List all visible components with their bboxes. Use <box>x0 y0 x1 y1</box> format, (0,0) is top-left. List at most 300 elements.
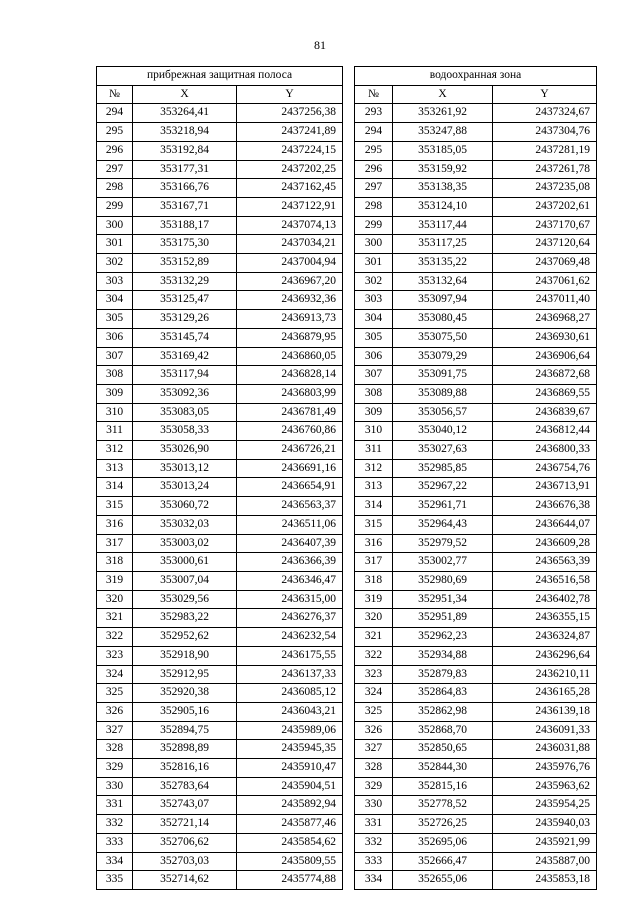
right-x-coordinate: 352868,70 <box>393 721 493 740</box>
right-x-coordinate: 352980,69 <box>393 571 493 590</box>
right-point-number: 317 <box>355 553 393 572</box>
right-x-coordinate: 353247,88 <box>393 123 493 142</box>
right-x-coordinate: 352778,52 <box>393 796 493 815</box>
left-y-coordinate: 2437224,15 <box>237 141 343 160</box>
right-x-coordinate: 353185,05 <box>393 141 493 160</box>
left-x-coordinate: 353125,47 <box>133 291 237 310</box>
right-x-coordinate: 352655,06 <box>393 871 493 890</box>
right-y-coordinate: 2437069,48 <box>493 254 597 273</box>
left-point-number: 308 <box>97 366 133 385</box>
left-point-number: 330 <box>97 777 133 796</box>
column-gap <box>343 833 355 852</box>
column-gap <box>343 721 355 740</box>
table-row <box>97 403 597 422</box>
left-x-coordinate: 353177,31 <box>133 160 237 179</box>
right-y-coordinate: 2436839,67 <box>493 403 597 422</box>
table-row <box>97 852 597 871</box>
left-point-number: 323 <box>97 646 133 665</box>
right-y-coordinate: 2437170,67 <box>493 216 597 235</box>
right-y-coordinate: 2436676,38 <box>493 497 597 516</box>
right-point-number: 310 <box>355 422 393 441</box>
left-y-coordinate: 2437256,38 <box>237 104 343 123</box>
right-point-number: 295 <box>355 141 393 160</box>
table-row <box>97 815 597 834</box>
right-y-coordinate: 2437120,64 <box>493 235 597 254</box>
left-y-coordinate: 2435774,88 <box>237 871 343 890</box>
right-x-coordinate: 352951,89 <box>393 609 493 628</box>
right-point-number: 332 <box>355 833 393 852</box>
right-y-coordinate: 2436091,33 <box>493 721 597 740</box>
left-x-coordinate: 353152,89 <box>133 254 237 273</box>
group-header-row <box>97 67 597 86</box>
left-x-coordinate: 353058,33 <box>133 422 237 441</box>
left-y-coordinate: 2437004,94 <box>237 254 343 273</box>
left-x-coordinate: 353169,42 <box>133 347 237 366</box>
left-y-coordinate: 2436085,12 <box>237 684 343 703</box>
right-point-number: 328 <box>355 759 393 778</box>
left-x-coordinate: 352983,22 <box>133 609 237 628</box>
right-y-coordinate: 2436906,64 <box>493 347 597 366</box>
right-x-header: X <box>393 85 493 104</box>
right-point-number: 321 <box>355 628 393 647</box>
column-gap <box>343 291 355 310</box>
left-point-number: 313 <box>97 459 133 478</box>
column-gap <box>343 777 355 796</box>
right-y-coordinate: 2436355,15 <box>493 609 597 628</box>
column-gap <box>343 665 355 684</box>
left-x-coordinate: 352918,90 <box>133 646 237 665</box>
left-point-number: 303 <box>97 272 133 291</box>
left-x-coordinate: 352816,16 <box>133 759 237 778</box>
right-point-number: 309 <box>355 403 393 422</box>
right-x-coordinate: 352666,47 <box>393 852 493 871</box>
left-point-number: 320 <box>97 590 133 609</box>
left-y-coordinate: 2437034,21 <box>237 235 343 254</box>
left-point-number: 298 <box>97 179 133 198</box>
table-row <box>97 104 597 123</box>
table-row <box>97 366 597 385</box>
right-point-number: 297 <box>355 179 393 198</box>
left-point-number: 334 <box>97 852 133 871</box>
right-y-coordinate: 2437011,40 <box>493 291 597 310</box>
right-x-coordinate: 353075,50 <box>393 328 493 347</box>
table-row <box>97 796 597 815</box>
right-x-coordinate: 352967,22 <box>393 478 493 497</box>
left-point-number: 299 <box>97 197 133 216</box>
left-x-coordinate: 352920,38 <box>133 684 237 703</box>
right-x-coordinate: 352864,83 <box>393 684 493 703</box>
left-y-coordinate: 2436781,49 <box>237 403 343 422</box>
table-row <box>97 141 597 160</box>
left-x-coordinate: 353117,94 <box>133 366 237 385</box>
right-y-coordinate: 2436754,76 <box>493 459 597 478</box>
left-point-number: 335 <box>97 871 133 890</box>
left-point-number: 307 <box>97 347 133 366</box>
column-gap <box>343 459 355 478</box>
right-x-coordinate: 353124,10 <box>393 197 493 216</box>
left-x-coordinate: 352952,62 <box>133 628 237 647</box>
column-gap <box>343 852 355 871</box>
column-gap <box>343 646 355 665</box>
left-point-number: 300 <box>97 216 133 235</box>
left-x-coordinate: 352714,62 <box>133 871 237 890</box>
right-y-coordinate: 2436800,33 <box>493 441 597 460</box>
left-point-number: 312 <box>97 441 133 460</box>
right-y-coordinate: 2435853,18 <box>493 871 597 890</box>
right-y-coordinate: 2436869,55 <box>493 384 597 403</box>
right-point-number: 308 <box>355 384 393 403</box>
column-gap <box>343 553 355 572</box>
right-x-coordinate: 352726,25 <box>393 815 493 834</box>
left-y-coordinate: 2436137,33 <box>237 665 343 684</box>
right-point-number: 294 <box>355 123 393 142</box>
right-x-coordinate: 352934,88 <box>393 646 493 665</box>
left-point-number: 319 <box>97 571 133 590</box>
left-point-number: 329 <box>97 759 133 778</box>
right-y-coordinate: 2436563,39 <box>493 553 597 572</box>
left-x-coordinate: 353167,71 <box>133 197 237 216</box>
right-point-number: 323 <box>355 665 393 684</box>
column-gap <box>343 515 355 534</box>
left-y-coordinate: 2437241,89 <box>237 123 343 142</box>
right-y-coordinate: 2437261,78 <box>493 160 597 179</box>
column-gap <box>343 684 355 703</box>
right-point-number: 331 <box>355 815 393 834</box>
coordinates-table <box>96 66 597 890</box>
table-row <box>97 515 597 534</box>
column-gap <box>343 67 355 86</box>
left-y-coordinate: 2436691,16 <box>237 459 343 478</box>
right-x-coordinate: 353117,44 <box>393 216 493 235</box>
right-point-number: 303 <box>355 291 393 310</box>
left-x-coordinate: 353166,76 <box>133 179 237 198</box>
column-gap <box>343 609 355 628</box>
right-y-coordinate: 2436930,61 <box>493 328 597 347</box>
right-point-number: 320 <box>355 609 393 628</box>
column-gap <box>343 759 355 778</box>
right-y-coordinate: 2435887,00 <box>493 852 597 871</box>
left-x-coordinate: 352703,03 <box>133 852 237 871</box>
left-point-number: 296 <box>97 141 133 160</box>
right-y-coordinate: 2436872,68 <box>493 366 597 385</box>
right-x-coordinate: 352961,71 <box>393 497 493 516</box>
left-x-coordinate: 352898,89 <box>133 740 237 759</box>
left-y-coordinate: 2436879,95 <box>237 328 343 347</box>
column-gap <box>343 403 355 422</box>
table-row <box>97 310 597 329</box>
right-point-number: 325 <box>355 702 393 721</box>
right-x-coordinate: 352850,65 <box>393 740 493 759</box>
left-y-coordinate: 2435910,47 <box>237 759 343 778</box>
column-gap <box>343 235 355 254</box>
left-y-coordinate: 2436366,39 <box>237 553 343 572</box>
right-x-coordinate: 353079,29 <box>393 347 493 366</box>
left-y-coordinate: 2436967,20 <box>237 272 343 291</box>
column-gap <box>343 384 355 403</box>
table-row <box>97 179 597 198</box>
left-y-coordinate: 2436407,39 <box>237 534 343 553</box>
right-y-coordinate: 2436402,78 <box>493 590 597 609</box>
right-y-coordinate: 2436609,28 <box>493 534 597 553</box>
left-x-coordinate: 352912,95 <box>133 665 237 684</box>
table-body <box>97 104 597 890</box>
table-row <box>97 833 597 852</box>
left-y-coordinate: 2436726,21 <box>237 441 343 460</box>
right-point-number: 313 <box>355 478 393 497</box>
left-point-number: 333 <box>97 833 133 852</box>
left-x-coordinate: 353192,84 <box>133 141 237 160</box>
right-point-number: 329 <box>355 777 393 796</box>
left-y-coordinate: 2436860,05 <box>237 347 343 366</box>
right-y-coordinate: 2436296,64 <box>493 646 597 665</box>
right-x-coordinate: 352844,30 <box>393 759 493 778</box>
left-y-coordinate: 2436232,54 <box>237 628 343 647</box>
right-point-number: 330 <box>355 796 393 815</box>
right-point-number: 322 <box>355 646 393 665</box>
right-point-number: 326 <box>355 721 393 740</box>
left-y-coordinate: 2436803,99 <box>237 384 343 403</box>
left-point-number: 324 <box>97 665 133 684</box>
right-y-coordinate: 2437324,67 <box>493 104 597 123</box>
table-row <box>97 590 597 609</box>
table-row <box>97 254 597 273</box>
table-row <box>97 665 597 684</box>
right-x-coordinate: 352979,52 <box>393 534 493 553</box>
right-point-number: 299 <box>355 216 393 235</box>
right-x-coordinate: 353056,57 <box>393 403 493 422</box>
left-x-coordinate: 353007,04 <box>133 571 237 590</box>
right-x-coordinate: 352951,34 <box>393 590 493 609</box>
column-gap <box>343 85 355 104</box>
table-row <box>97 702 597 721</box>
table-row <box>97 740 597 759</box>
right-point-number: 300 <box>355 235 393 254</box>
table-row <box>97 534 597 553</box>
right-x-coordinate: 352879,83 <box>393 665 493 684</box>
right-x-coordinate: 353080,45 <box>393 310 493 329</box>
left-y-coordinate: 2435892,94 <box>237 796 343 815</box>
left-point-number: 315 <box>97 497 133 516</box>
left-point-number: 317 <box>97 534 133 553</box>
left-point-number: 294 <box>97 104 133 123</box>
table-row <box>97 684 597 703</box>
left-y-coordinate: 2435904,51 <box>237 777 343 796</box>
right-y-coordinate: 2437235,08 <box>493 179 597 198</box>
right-x-coordinate: 353040,12 <box>393 422 493 441</box>
left-point-number: 311 <box>97 422 133 441</box>
right-point-number: 333 <box>355 852 393 871</box>
right-y-coordinate: 2437304,76 <box>493 123 597 142</box>
left-y-coordinate: 2436511,06 <box>237 515 343 534</box>
right-point-number: 315 <box>355 515 393 534</box>
left-y-coordinate: 2437202,25 <box>237 160 343 179</box>
left-y-coordinate: 2435989,06 <box>237 721 343 740</box>
left-y-coordinate: 2436346,47 <box>237 571 343 590</box>
column-gap <box>343 497 355 516</box>
column-gap <box>343 628 355 647</box>
table-row <box>97 871 597 890</box>
right-y-coordinate: 2437281,19 <box>493 141 597 160</box>
right-y-coordinate: 2436031,88 <box>493 740 597 759</box>
column-gap <box>343 441 355 460</box>
right-x-coordinate: 352862,98 <box>393 702 493 721</box>
right-point-number: 319 <box>355 590 393 609</box>
table-row <box>97 291 597 310</box>
left-point-number: 326 <box>97 702 133 721</box>
column-gap <box>343 272 355 291</box>
right-x-coordinate: 352964,43 <box>393 515 493 534</box>
right-y-coordinate: 2437061,62 <box>493 272 597 291</box>
table-row <box>97 571 597 590</box>
left-num-header: № <box>97 85 133 104</box>
left-y-coordinate: 2436932,36 <box>237 291 343 310</box>
left-point-number: 310 <box>97 403 133 422</box>
right-point-number: 301 <box>355 254 393 273</box>
left-y-coordinate: 2436563,37 <box>237 497 343 516</box>
left-x-header: X <box>133 85 237 104</box>
table-row <box>97 441 597 460</box>
left-point-number: 304 <box>97 291 133 310</box>
left-point-number: 305 <box>97 310 133 329</box>
column-gap <box>343 104 355 123</box>
left-y-header: Y <box>237 85 343 104</box>
column-gap <box>343 796 355 815</box>
left-y-coordinate: 2436315,00 <box>237 590 343 609</box>
left-y-coordinate: 2437074,13 <box>237 216 343 235</box>
right-y-coordinate: 2436812,44 <box>493 422 597 441</box>
left-y-coordinate: 2436654,91 <box>237 478 343 497</box>
table-row <box>97 497 597 516</box>
left-y-coordinate: 2435809,55 <box>237 852 343 871</box>
left-y-coordinate: 2436760,86 <box>237 422 343 441</box>
right-point-number: 293 <box>355 104 393 123</box>
right-x-coordinate: 353002,77 <box>393 553 493 572</box>
right-point-number: 298 <box>355 197 393 216</box>
table-row <box>97 123 597 142</box>
left-x-coordinate: 353026,90 <box>133 441 237 460</box>
column-gap <box>343 179 355 198</box>
left-y-coordinate: 2436913,73 <box>237 310 343 329</box>
left-x-coordinate: 353013,12 <box>133 459 237 478</box>
right-point-number: 296 <box>355 160 393 179</box>
left-point-number: 328 <box>97 740 133 759</box>
right-y-coordinate: 2436516,58 <box>493 571 597 590</box>
right-y-coordinate: 2435976,76 <box>493 759 597 778</box>
left-point-number: 331 <box>97 796 133 815</box>
left-x-coordinate: 352905,16 <box>133 702 237 721</box>
column-gap <box>343 254 355 273</box>
right-point-number: 302 <box>355 272 393 291</box>
right-point-number: 311 <box>355 441 393 460</box>
left-x-coordinate: 353032,03 <box>133 515 237 534</box>
right-y-coordinate: 2435940,03 <box>493 815 597 834</box>
right-y-coordinate: 2437202,61 <box>493 197 597 216</box>
left-point-number: 318 <box>97 553 133 572</box>
right-x-coordinate: 353097,94 <box>393 291 493 310</box>
left-x-coordinate: 353013,24 <box>133 478 237 497</box>
column-gap <box>343 123 355 142</box>
table-row <box>97 721 597 740</box>
left-point-number: 325 <box>97 684 133 703</box>
column-gap <box>343 590 355 609</box>
left-point-number: 332 <box>97 815 133 834</box>
right-y-coordinate: 2436165,28 <box>493 684 597 703</box>
left-y-coordinate: 2435854,62 <box>237 833 343 852</box>
left-point-number: 321 <box>97 609 133 628</box>
left-x-coordinate: 353188,17 <box>133 216 237 235</box>
table-row <box>97 197 597 216</box>
right-point-number: 334 <box>355 871 393 890</box>
table-row <box>97 459 597 478</box>
left-point-number: 306 <box>97 328 133 347</box>
column-gap <box>343 702 355 721</box>
column-gap <box>343 571 355 590</box>
right-point-number: 306 <box>355 347 393 366</box>
column-gap <box>343 160 355 179</box>
right-x-coordinate: 353089,88 <box>393 384 493 403</box>
left-y-coordinate: 2436276,37 <box>237 609 343 628</box>
left-x-coordinate: 353060,72 <box>133 497 237 516</box>
column-gap <box>343 347 355 366</box>
left-y-coordinate: 2435945,35 <box>237 740 343 759</box>
left-point-number: 301 <box>97 235 133 254</box>
column-gap <box>343 815 355 834</box>
left-x-coordinate: 352894,75 <box>133 721 237 740</box>
left-x-coordinate: 352743,07 <box>133 796 237 815</box>
right-y-coordinate: 2435963,62 <box>493 777 597 796</box>
left-point-number: 309 <box>97 384 133 403</box>
table-row <box>97 759 597 778</box>
right-y-coordinate: 2436324,87 <box>493 628 597 647</box>
left-x-coordinate: 353092,36 <box>133 384 237 403</box>
left-x-coordinate: 353000,61 <box>133 553 237 572</box>
table-row <box>97 609 597 628</box>
left-x-coordinate: 352783,64 <box>133 777 237 796</box>
left-x-coordinate: 352721,14 <box>133 815 237 834</box>
table-row <box>97 328 597 347</box>
right-x-coordinate: 352815,16 <box>393 777 493 796</box>
column-gap <box>343 534 355 553</box>
page-number: 81 <box>314 38 326 52</box>
right-group-title: водоохранная зона <box>355 67 597 86</box>
right-point-number: 316 <box>355 534 393 553</box>
right-x-coordinate: 352962,23 <box>393 628 493 647</box>
right-y-coordinate: 2436139,18 <box>493 702 597 721</box>
right-point-number: 314 <box>355 497 393 516</box>
right-x-coordinate: 353135,22 <box>393 254 493 273</box>
left-x-coordinate: 353264,41 <box>133 104 237 123</box>
left-x-coordinate: 353029,56 <box>133 590 237 609</box>
left-point-number: 327 <box>97 721 133 740</box>
right-point-number: 307 <box>355 366 393 385</box>
right-point-number: 304 <box>355 310 393 329</box>
table-row <box>97 216 597 235</box>
table-row <box>97 272 597 291</box>
column-gap <box>343 366 355 385</box>
column-header-row <box>97 85 597 104</box>
left-x-coordinate: 352706,62 <box>133 833 237 852</box>
column-gap <box>343 871 355 890</box>
right-x-coordinate: 352985,85 <box>393 459 493 478</box>
table-row <box>97 384 597 403</box>
right-point-number: 324 <box>355 684 393 703</box>
right-y-coordinate: 2436968,27 <box>493 310 597 329</box>
right-x-coordinate: 353138,35 <box>393 179 493 198</box>
table-row <box>97 628 597 647</box>
right-x-coordinate: 353117,25 <box>393 235 493 254</box>
column-gap <box>343 328 355 347</box>
left-y-coordinate: 2436828,14 <box>237 366 343 385</box>
